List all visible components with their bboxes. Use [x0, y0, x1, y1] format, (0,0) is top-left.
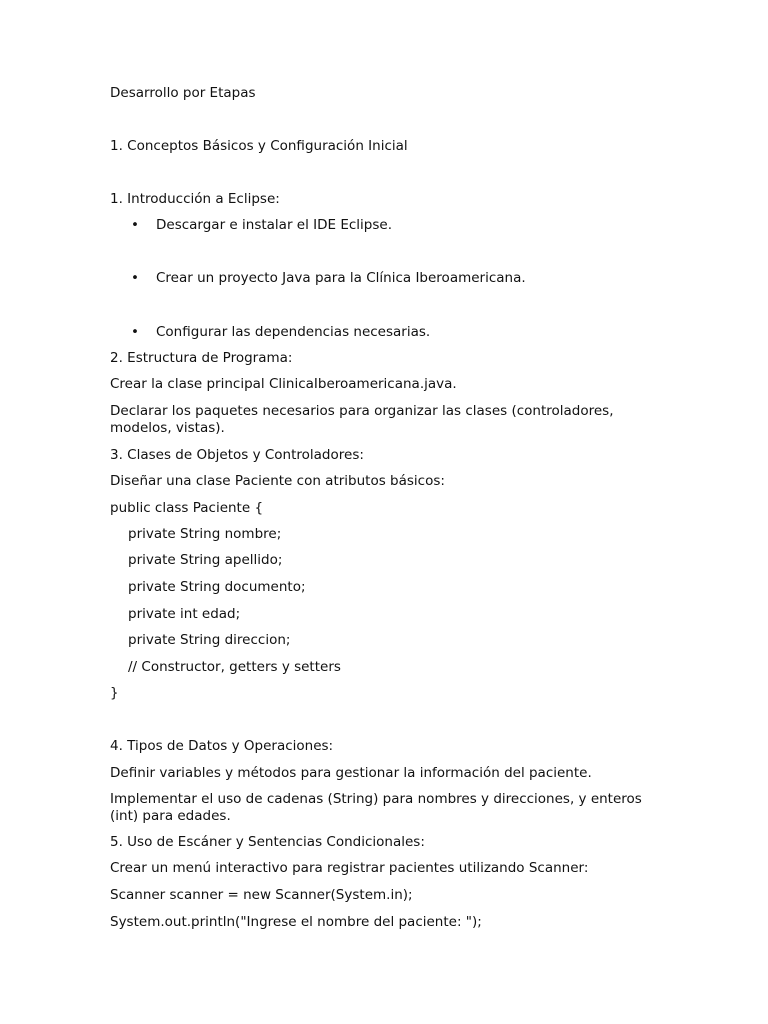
bullet-icon: • — [131, 270, 139, 286]
code-line: private int edad; — [128, 606, 241, 622]
code-line: } — [110, 685, 119, 701]
code-line: System.out.println("Ingrese el nombre del paciente: "); — [110, 914, 482, 930]
subsection-heading: 4. Tipos de Datos y Operaciones: — [110, 738, 334, 754]
section-heading: 1. Conceptos Básicos y Configuración Inicial — [110, 138, 408, 154]
paragraph: Crear la clase principal ClinicaIberoamericana.java. — [110, 376, 457, 392]
bullet-text: Crear un proyecto Java para la Clínica Iberoamericana. — [156, 270, 526, 286]
subsection-heading: 3. Clases de Objetos y Controladores: — [110, 447, 364, 463]
paragraph: Implementar el uso de cadenas (String) para nombres y direcciones, y enteros (int) para edades. — [110, 791, 642, 824]
code-line: private String apellido; — [128, 552, 283, 568]
code-line: private String direccion; — [128, 632, 291, 648]
subsection-heading: 2. Estructura de Programa: — [110, 350, 293, 366]
code-line: private String documento; — [128, 579, 306, 595]
subsection-heading: 1. Introducción a Eclipse: — [110, 191, 280, 207]
paragraph: Definir variables y métodos para gestionar la información del paciente. — [110, 765, 592, 781]
paragraph: Diseñar una clase Paciente con atributos básicos: — [110, 473, 445, 489]
paragraph: Crear un menú interactivo para registrar pacientes utilizando Scanner: — [110, 860, 589, 876]
subsection-heading: 5. Uso de Escáner y Sentencias Condicionales: — [110, 834, 425, 850]
bullet-text: Descargar e instalar el IDE Eclipse. — [156, 217, 392, 233]
bullet-icon: • — [131, 217, 139, 233]
code-line: private String nombre; — [128, 526, 282, 542]
document-title: Desarrollo por Etapas — [110, 85, 256, 101]
bullet-text: Configurar las dependencias necesarias. — [156, 324, 431, 340]
paragraph: Declarar los paquetes necesarios para organizar las clases (controladores, modelos, vistas). — [110, 403, 614, 436]
bullet-icon: • — [131, 324, 139, 340]
code-comment: // Constructor, getters y setters — [128, 659, 341, 675]
code-line: Scanner scanner = new Scanner(System.in); — [110, 887, 413, 903]
code-line: public class Paciente { — [110, 500, 264, 516]
